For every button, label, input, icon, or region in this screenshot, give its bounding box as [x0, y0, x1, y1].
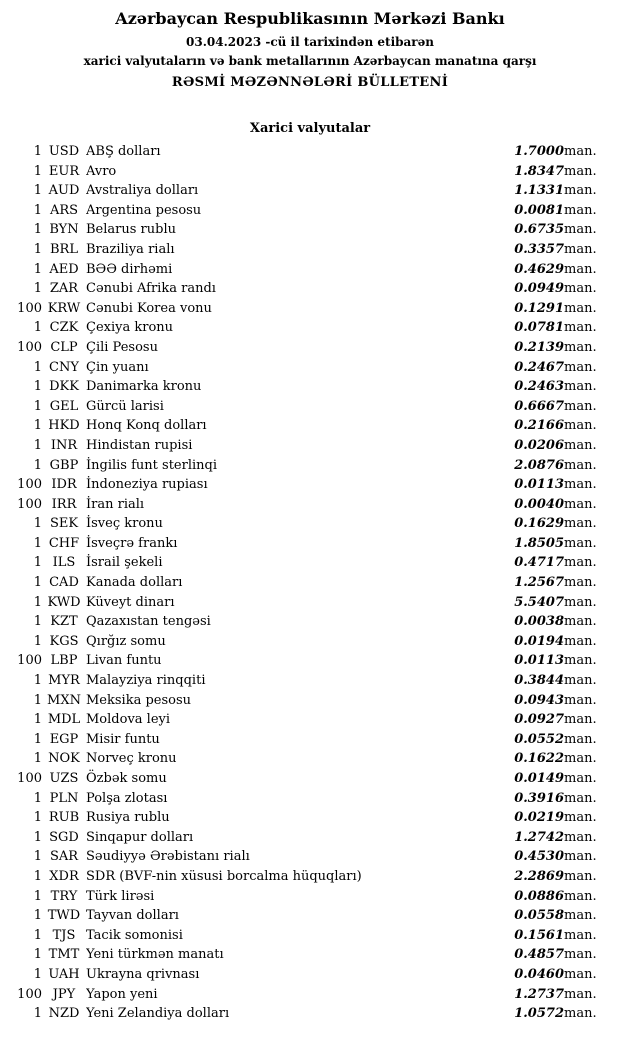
- row-quantity: 100: [17, 477, 42, 493]
- row-unit-label: man.: [564, 614, 597, 630]
- row-rate-value: 0.3844: [514, 673, 564, 689]
- rate-row: [10, 495, 612, 515]
- rate-row: [10, 926, 612, 946]
- row-quantity: 1: [33, 751, 42, 767]
- row-currency-code: ZAR: [49, 281, 79, 297]
- row-currency-name: Meksika pesosu: [86, 692, 192, 708]
- row-currency-code: MYR: [48, 673, 80, 689]
- rate-row: [10, 985, 612, 1005]
- row-currency-code: TMT: [48, 947, 80, 963]
- row-quantity: 1: [33, 633, 42, 649]
- row-currency-code: EUR: [48, 163, 80, 179]
- row-unit-label: man.: [564, 555, 597, 571]
- rate-row: [10, 749, 612, 769]
- rate-row: [10, 847, 612, 867]
- row-quantity: 1: [33, 398, 42, 414]
- row-unit-label: man.: [564, 496, 597, 512]
- rate-row: [10, 397, 612, 417]
- row-unit-label: man.: [564, 673, 597, 689]
- row-rate-value: 0.1622: [514, 751, 564, 767]
- row-currency-name: Səudiyyə Ərəbistanı rialı: [86, 849, 250, 865]
- row-unit-label: man.: [564, 144, 597, 159]
- row-currency-name: Gürcü larisi: [86, 398, 164, 414]
- row-currency-name: Yapon yeni: [86, 986, 158, 1002]
- row-rate-value: 0.0149: [514, 771, 564, 786]
- row-currency-name: İsrail şekeli: [86, 555, 163, 571]
- row-quantity: 1: [33, 829, 42, 845]
- row-rate-value: 0.4857: [514, 947, 564, 963]
- row-unit-label: man.: [564, 437, 597, 453]
- row-currency-code: IDR: [51, 477, 77, 493]
- row-unit-label: man.: [564, 908, 597, 924]
- rate-row: [10, 201, 612, 221]
- row-unit-label: man.: [564, 986, 597, 1002]
- row-quantity: 1: [33, 202, 42, 218]
- rate-row: [10, 593, 612, 613]
- row-currency-name: Rusiya rublu: [86, 810, 170, 826]
- row-currency-name: Qırğız somu: [86, 633, 166, 649]
- row-quantity: 1: [33, 379, 42, 395]
- rate-row: [10, 632, 612, 652]
- row-rate-value: 0.0943: [514, 692, 564, 708]
- row-currency-name: Çexiya kronu: [86, 320, 174, 336]
- rate-row: [10, 553, 612, 573]
- row-unit-label: man.: [564, 183, 597, 199]
- row-rate-value: 0.0460: [514, 966, 564, 982]
- rate-row: [10, 769, 612, 789]
- row-quantity: 1: [33, 575, 42, 591]
- rate-row: [10, 318, 612, 338]
- rate-row: [10, 573, 612, 593]
- row-rate-value: 0.0194: [514, 633, 564, 649]
- rate-row: [10, 671, 612, 691]
- row-currency-name: İndoneziya rupiası: [86, 477, 208, 493]
- row-currency-name: Yeni Zelandiya dolları: [86, 1006, 230, 1022]
- row-currency-code: CLP: [50, 339, 78, 355]
- rate-row: [10, 142, 612, 162]
- row-currency-code: KRW: [47, 300, 81, 316]
- row-rate-value: 2.2869: [514, 868, 564, 884]
- rate-row: [10, 808, 612, 828]
- row-currency-code: INR: [50, 437, 78, 453]
- row-currency-name: Özbək somu: [86, 771, 167, 786]
- rate-row: [10, 534, 612, 554]
- row-unit-label: man.: [564, 810, 597, 826]
- row-currency-code: USD: [48, 144, 80, 159]
- rate-row: [10, 730, 612, 750]
- row-rate-value: 0.0781: [514, 320, 564, 336]
- row-quantity: 1: [33, 418, 42, 434]
- row-unit-label: man.: [564, 300, 597, 316]
- row-quantity: 1: [33, 614, 42, 630]
- row-unit-label: man.: [564, 222, 597, 238]
- row-unit-label: man.: [564, 359, 597, 375]
- row-rate-value: 0.0886: [514, 888, 564, 904]
- row-currency-code: KZT: [50, 614, 78, 630]
- row-rate-value: 1.1331: [514, 183, 564, 199]
- row-currency-name: Tacik somonisi: [86, 927, 183, 943]
- row-rate-value: 0.0113: [514, 477, 564, 493]
- rate-row: [10, 299, 612, 319]
- row-currency-name: Kanada dolları: [86, 575, 183, 591]
- rate-row: [10, 789, 612, 809]
- rate-row: [10, 475, 612, 495]
- row-currency-code: GEL: [49, 398, 79, 414]
- row-currency-code: MDL: [47, 712, 81, 728]
- row-unit-label: man.: [564, 418, 597, 434]
- row-currency-code: CZK: [49, 320, 79, 336]
- row-currency-code: SGD: [49, 829, 79, 845]
- row-currency-code: AED: [49, 261, 79, 277]
- row-unit-label: man.: [564, 868, 597, 884]
- row-unit-label: man.: [564, 927, 597, 943]
- effective-date-line: 03.04.2023 -cü il tarixindən etibarən: [186, 35, 434, 49]
- row-currency-code: ILS: [52, 555, 76, 571]
- row-unit-label: man.: [564, 790, 597, 806]
- row-quantity: 1: [33, 673, 42, 689]
- row-unit-label: man.: [564, 633, 597, 649]
- row-currency-name: Ukrayna qrivnası: [86, 966, 200, 982]
- row-currency-code: BRL: [50, 241, 78, 257]
- row-rate-value: 0.0927: [514, 712, 564, 728]
- row-currency-name: Braziliya rialı: [86, 241, 175, 257]
- row-quantity: 1: [33, 320, 42, 336]
- row-quantity: 1: [33, 183, 42, 199]
- row-currency-code: SEK: [49, 516, 79, 532]
- row-currency-code: BYN: [49, 222, 79, 238]
- row-rate-value: 0.1291: [514, 300, 564, 316]
- rate-row: [10, 867, 612, 887]
- row-quantity: 100: [17, 653, 42, 669]
- row-rate-value: 0.0552: [514, 731, 564, 747]
- row-quantity: 1: [33, 927, 42, 943]
- row-rate-value: 1.2742: [514, 829, 564, 845]
- row-rate-value: 0.0949: [514, 281, 564, 297]
- row-currency-name: Belarus rublu: [86, 222, 176, 238]
- row-currency-code: XDR: [49, 868, 79, 884]
- row-rate-value: 1.0572: [514, 1006, 564, 1022]
- row-unit-label: man.: [564, 516, 597, 532]
- row-rate-value: 0.2166: [514, 418, 564, 434]
- row-currency-name: Cənubi Afrika randı: [86, 281, 216, 297]
- rate-row: [10, 220, 612, 240]
- subtitle-line: xarici valyutaların və bank metallarının Azərbaycan manatına qarşı: [83, 54, 537, 68]
- row-quantity: 1: [33, 359, 42, 375]
- row-currency-name: İran rialı: [86, 496, 145, 512]
- row-currency-code: TRY: [50, 888, 78, 904]
- row-unit-label: man.: [564, 888, 597, 904]
- rate-row: [10, 279, 612, 299]
- row-quantity: 1: [33, 692, 42, 708]
- row-quantity: 1: [33, 712, 42, 728]
- rate-row: [10, 358, 612, 378]
- row-currency-code: EGP: [49, 731, 79, 747]
- row-quantity: 100: [17, 496, 42, 512]
- row-currency-name: İsveçrə frankı: [86, 535, 178, 551]
- row-unit-label: man.: [564, 202, 597, 218]
- row-unit-label: man.: [564, 535, 597, 551]
- row-quantity: 1: [33, 947, 42, 963]
- rate-row: [10, 514, 612, 534]
- rate-row: [10, 338, 612, 358]
- row-unit-label: man.: [564, 320, 597, 336]
- row-currency-code: UAH: [48, 966, 80, 982]
- rates-table-body: [10, 142, 612, 1024]
- row-rate-value: 5.5407: [514, 594, 564, 610]
- row-rate-value: 0.6735: [514, 222, 564, 238]
- row-currency-code: CNY: [49, 359, 79, 375]
- row-rate-value: 0.4629: [514, 261, 564, 277]
- row-currency-name: Küveyt dinarı: [86, 594, 175, 610]
- row-currency-name: ABŞ dolları: [86, 144, 161, 159]
- row-currency-code: AUD: [48, 183, 80, 199]
- row-rate-value: 0.0040: [514, 496, 564, 512]
- row-rate-value: 0.0558: [514, 908, 564, 924]
- rate-row: [10, 1004, 612, 1024]
- row-currency-name: Moldova leyi: [86, 712, 171, 728]
- row-currency-name: Yeni türkmən manatı: [86, 947, 224, 963]
- row-rate-value: 0.2467: [514, 359, 564, 375]
- rate-row: [10, 887, 612, 907]
- rate-row: [10, 240, 612, 260]
- rate-row: [10, 945, 612, 965]
- row-unit-label: man.: [564, 261, 597, 277]
- row-currency-code: JPY: [52, 986, 76, 1002]
- row-rate-value: 1.2567: [514, 575, 564, 591]
- rate-row: [10, 377, 612, 397]
- row-unit-label: man.: [564, 398, 597, 414]
- row-currency-name: Danimarka kronu: [86, 379, 202, 395]
- rate-row: [10, 260, 612, 280]
- row-quantity: 1: [33, 966, 42, 982]
- row-rate-value: 0.1561: [514, 927, 564, 943]
- row-unit-label: man.: [564, 692, 597, 708]
- row-quantity: 1: [33, 281, 42, 297]
- row-rate-value: 1.8347: [514, 163, 564, 179]
- row-currency-name: Misir funtu: [86, 731, 160, 747]
- rate-row: [10, 965, 612, 985]
- row-unit-label: man.: [564, 594, 597, 610]
- row-currency-name: Livan funtu: [86, 653, 162, 669]
- row-currency-code: DKK: [49, 379, 79, 395]
- row-currency-name: Sinqapur dolları: [86, 829, 194, 845]
- row-rate-value: 1.2737: [514, 986, 564, 1002]
- row-currency-name: Honq Konq dolları: [86, 418, 207, 434]
- row-unit-label: man.: [564, 966, 597, 982]
- row-rate-value: 0.2139: [514, 339, 564, 355]
- row-unit-label: man.: [564, 379, 597, 395]
- row-quantity: 100: [17, 986, 42, 1002]
- row-unit-label: man.: [564, 849, 597, 865]
- row-currency-code: KGS: [49, 633, 79, 649]
- row-unit-label: man.: [564, 751, 597, 767]
- row-currency-name: Qazaxıstan tengəsi: [86, 614, 211, 630]
- row-currency-code: MXN: [47, 692, 81, 708]
- row-quantity: 100: [17, 771, 42, 786]
- row-currency-name: İsveç kronu: [86, 516, 163, 532]
- row-currency-code: SAR: [49, 849, 79, 865]
- row-unit-label: man.: [564, 457, 597, 473]
- row-currency-name: Norveç kronu: [86, 751, 177, 767]
- row-quantity: 1: [33, 163, 42, 179]
- row-rate-value: 0.3916: [514, 790, 564, 806]
- row-currency-name: Malayziya rinqqiti: [86, 673, 206, 689]
- row-quantity: 1: [33, 868, 42, 884]
- rate-row: [10, 612, 612, 632]
- row-rate-value: 1.8505: [514, 535, 564, 551]
- row-unit-label: man.: [564, 829, 597, 845]
- bulletin-title: RƏSMİ MƏZƏNNƏLƏRİ BÜLLETENİ: [171, 75, 449, 90]
- row-currency-code: IRR: [51, 496, 77, 512]
- row-rate-value: 0.4717: [514, 555, 564, 571]
- rate-row: [10, 416, 612, 436]
- row-rate-value: 2.0876: [514, 457, 564, 473]
- row-currency-name: SDR (BVF-nin xüsusi borcalma hüquqları): [86, 868, 362, 884]
- row-quantity: 1: [33, 535, 42, 551]
- document-header: [0, 0, 620, 91]
- row-quantity: 1: [33, 555, 42, 571]
- row-quantity: 1: [33, 222, 42, 238]
- row-quantity: 1: [33, 457, 42, 473]
- rate-row: [10, 436, 612, 456]
- row-currency-name: Argentina pesosu: [86, 202, 202, 218]
- row-currency-name: Çili Pesosu: [86, 339, 158, 355]
- rate-row: [10, 181, 612, 201]
- row-currency-name: BƏƏ dirhəmi: [86, 261, 173, 277]
- row-quantity: 1: [33, 790, 42, 806]
- row-rate-value: 0.2463: [514, 379, 564, 395]
- row-quantity: 1: [33, 849, 42, 865]
- row-currency-name: Çin yuanı: [86, 359, 149, 375]
- rate-row: [10, 456, 612, 476]
- row-quantity: 1: [33, 241, 42, 257]
- rate-row: [10, 651, 612, 671]
- row-currency-code: CHF: [48, 535, 80, 551]
- row-currency-name: Tayvan dolları: [86, 908, 179, 924]
- row-currency-name: Cənubi Korea vonu: [86, 300, 212, 316]
- row-unit-label: man.: [564, 281, 597, 297]
- row-rate-value: 0.0206: [514, 437, 564, 453]
- row-unit-label: man.: [564, 575, 597, 591]
- rate-row: [10, 691, 612, 711]
- exchange-rates-table: [10, 142, 612, 1024]
- row-currency-code: CAD: [49, 575, 79, 591]
- row-currency-name: Avro: [86, 163, 117, 179]
- row-quantity: 1: [33, 908, 42, 924]
- section-title-foreign-currencies: Xarici valyutalar: [249, 121, 371, 136]
- row-quantity: 100: [17, 300, 42, 316]
- row-unit-label: man.: [564, 1006, 597, 1022]
- rate-row: [10, 828, 612, 848]
- row-currency-code: TWD: [47, 908, 81, 924]
- row-unit-label: man.: [564, 163, 597, 179]
- row-currency-code: NZD: [48, 1006, 80, 1022]
- row-unit-label: man.: [564, 731, 597, 747]
- row-currency-code: UZS: [49, 771, 79, 786]
- row-rate-value: 0.6667: [514, 398, 564, 414]
- row-unit-label: man.: [564, 241, 597, 257]
- row-unit-label: man.: [564, 947, 597, 963]
- row-currency-code: NOK: [48, 751, 80, 767]
- row-rate-value: 0.3357: [514, 241, 564, 257]
- row-unit-label: man.: [564, 653, 597, 669]
- row-rate-value: 0.0219: [514, 810, 564, 826]
- row-quantity: 1: [33, 594, 42, 610]
- row-rate-value: 0.0038: [514, 614, 564, 630]
- row-unit-label: man.: [564, 712, 597, 728]
- row-unit-label: man.: [564, 477, 597, 493]
- row-currency-name: İngilis funt sterlinqi: [86, 457, 217, 473]
- row-rate-value: 1.7000: [514, 144, 564, 159]
- row-currency-name: Türk lirəsi: [86, 888, 155, 904]
- row-quantity: 100: [17, 339, 42, 355]
- row-quantity: 1: [33, 516, 42, 532]
- row-rate-value: 0.1629: [514, 516, 564, 532]
- row-rate-value: 0.4530: [514, 849, 564, 865]
- rate-row: [10, 906, 612, 926]
- row-currency-name: Polşa zlotası: [86, 790, 168, 806]
- row-rate-value: 0.0081: [514, 202, 564, 218]
- row-currency-code: HKD: [48, 418, 80, 434]
- row-quantity: 1: [33, 1006, 42, 1022]
- row-quantity: 1: [33, 437, 42, 453]
- rate-row: [10, 162, 612, 182]
- row-quantity: 1: [33, 888, 42, 904]
- bank-title: Azərbaycan Respublikasının Mərkəzi Bankı: [115, 9, 505, 28]
- row-currency-code: ARS: [49, 202, 79, 218]
- row-currency-name: Hindistan rupisi: [86, 437, 193, 453]
- row-quantity: 1: [33, 261, 42, 277]
- row-unit-label: man.: [564, 339, 597, 355]
- row-currency-code: KWD: [47, 594, 81, 610]
- row-quantity: 1: [33, 810, 42, 826]
- row-currency-code: TJS: [52, 927, 76, 943]
- row-rate-value: 0.0113: [514, 653, 564, 669]
- row-currency-code: GBP: [49, 457, 79, 473]
- row-currency-code: PLN: [49, 790, 79, 806]
- row-unit-label: man.: [564, 771, 597, 786]
- row-quantity: 1: [33, 731, 42, 747]
- rate-row: [10, 710, 612, 730]
- row-currency-name: Avstraliya dolları: [86, 183, 199, 199]
- row-currency-code: RUB: [48, 810, 80, 826]
- row-currency-code: LBP: [50, 653, 78, 669]
- row-quantity: 1: [33, 144, 42, 159]
